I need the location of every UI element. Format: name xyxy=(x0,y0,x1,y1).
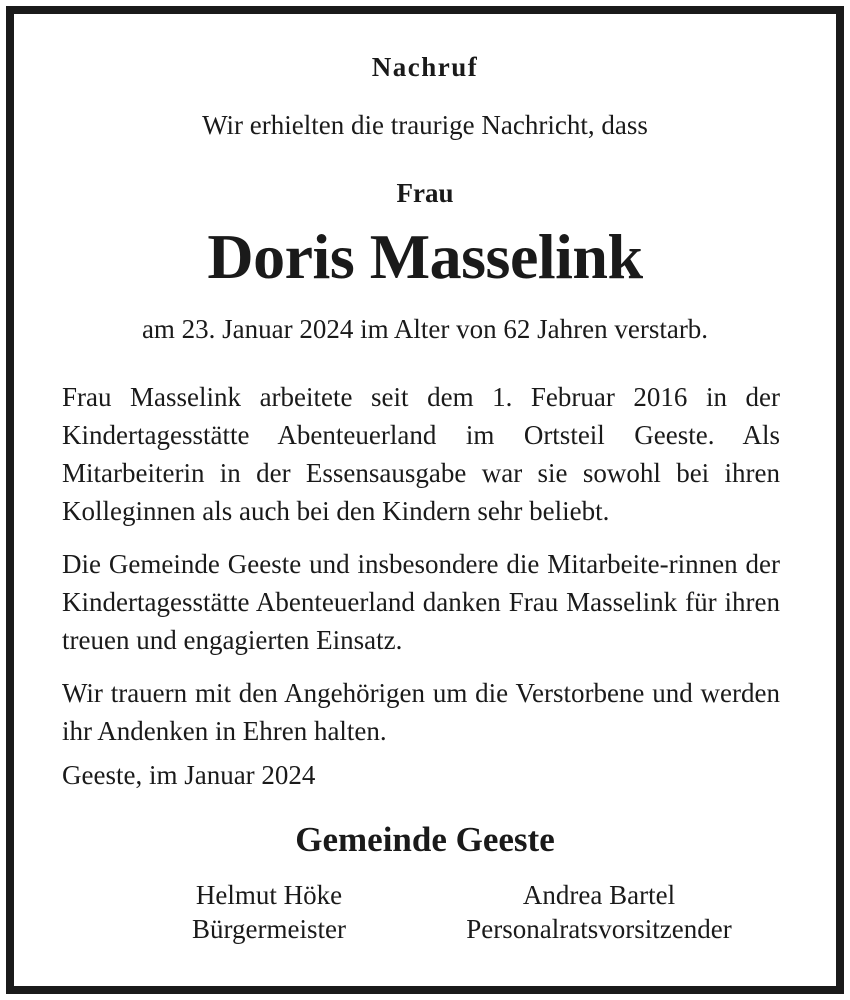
deceased-name: Doris Masselink xyxy=(207,221,643,292)
paragraph-thanks: Die Gemeinde Geeste und insbesondere die Mitarbeite-rinnen der Kindertagesstätte Abenteuerland danken Frau Masselink für ihren treuen und engagierten Einsatz. xyxy=(62,549,780,655)
death-date-line: am 23. Januar 2024 im Alter von 62 Jahren verstarb. xyxy=(141,314,709,344)
signatory-role: Personalratsvorsitzender xyxy=(466,914,732,944)
paragraph-condolence: Wir trauern mit den Angehörigen um die Verstorbene und werden ihr Andenken in Ehren halten. xyxy=(62,678,780,746)
place-date: Geeste, im Januar 2024 xyxy=(62,760,316,790)
obituary-notice xyxy=(14,14,836,986)
intro-line: Wir erhielten die traurige Nachricht, dass xyxy=(202,110,648,140)
signatory-left xyxy=(164,878,374,946)
organization-name: Gemeinde Geeste xyxy=(295,820,555,859)
honorific-title: Frau xyxy=(396,178,454,208)
notice-heading: Nachruf xyxy=(371,52,479,82)
signatory-name: Andrea Bartel xyxy=(522,880,676,910)
notice-border xyxy=(6,6,844,994)
signatory-right xyxy=(434,878,764,946)
signatory-name: Helmut Höke xyxy=(195,880,343,910)
paragraph-employment: Frau Masselink arbeitete seit dem 1. Februar 2016 in der Kindertagesstätte Abenteuerland im Ortsteil Geeste. Als Mitarbeiterin in der Essensausgabe war sie sowohl bei ihren Kolleginnen als auch bei den Kindern sehr beliebt. xyxy=(62,382,780,526)
signatory-role: Bürgermeister xyxy=(192,914,346,944)
